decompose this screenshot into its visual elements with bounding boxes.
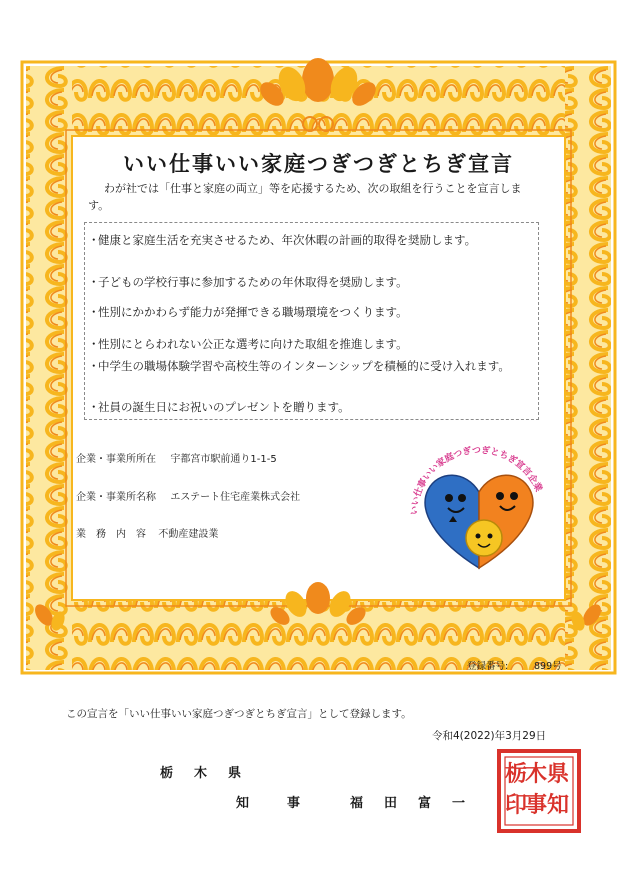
registration-statement: この宣言を「いい仕事いい家庭つぎつぎとちぎ宣言」として登録します。 [66, 708, 412, 720]
issue-date: 令和4(2022)年3月29日 [432, 730, 547, 742]
official-seal [496, 748, 582, 834]
actions-box [84, 222, 539, 420]
svg-text:木: 木 [524, 761, 548, 787]
company-name-label: 企業・事業所名称 [76, 492, 156, 503]
list-item: ・ 中学生の職場体験学習や高校生等のインターンシップを積極的に受け入れます。 [88, 359, 510, 373]
list-item: ・ 性別にとらわれない公正な選考に向けた取組を推進します。 [88, 337, 408, 351]
svg-text:事: 事 [524, 792, 548, 818]
governor-name: 福 田 富 一 [350, 796, 470, 811]
list-item: ・ 社員の誕生日にお祝いのプレゼントを贈ります。 [88, 400, 350, 414]
certificate-title: いい仕事いい家庭つぎつぎとちぎ宣言 [123, 151, 514, 176]
list-item: ・ 性別にかかわらず能力が発揮できる職場環境をつくります。 [88, 305, 408, 319]
list-item: ・ 子どもの学校行事に参加するための年休取得を奨励します。 [88, 275, 408, 289]
company-address-label: 企業・事業所所在 [76, 454, 156, 465]
intro-text: わが社では「仕事と家庭の両立」等を応援するため、次の取組を行うことを宣言します。 [88, 182, 522, 212]
emblem-ring-text: いい仕事いい家庭つぎつぎとちぎ宣言企業 [409, 445, 544, 516]
company-name: エステート住宅産業株式会社 [170, 492, 301, 503]
company-address-row [76, 450, 277, 465]
governor-title: 知 事 [236, 796, 305, 811]
svg-text:知: 知 [546, 792, 570, 818]
company-address: 宇都宮市駅前通り1-1-5 [170, 454, 277, 465]
company-business: 不動産建設業 [158, 529, 219, 540]
company-name-row [76, 488, 300, 503]
prefecture-name: 栃 木 県 [160, 766, 246, 781]
registration-label: 登録番号: [467, 661, 509, 672]
company-business-row [76, 525, 218, 540]
company-business-label: 業 務 内 容 [76, 529, 146, 540]
svg-text:栃: 栃 [504, 761, 528, 787]
registration-number: 899号 [534, 661, 562, 672]
svg-text:印: 印 [504, 792, 528, 818]
svg-text:県: 県 [546, 761, 570, 787]
heart-emblem [404, 440, 554, 590]
list-item: ・ 健康と家庭生活を充実させるため、年次休暇の計画的取得を奨励します。 [88, 233, 477, 247]
